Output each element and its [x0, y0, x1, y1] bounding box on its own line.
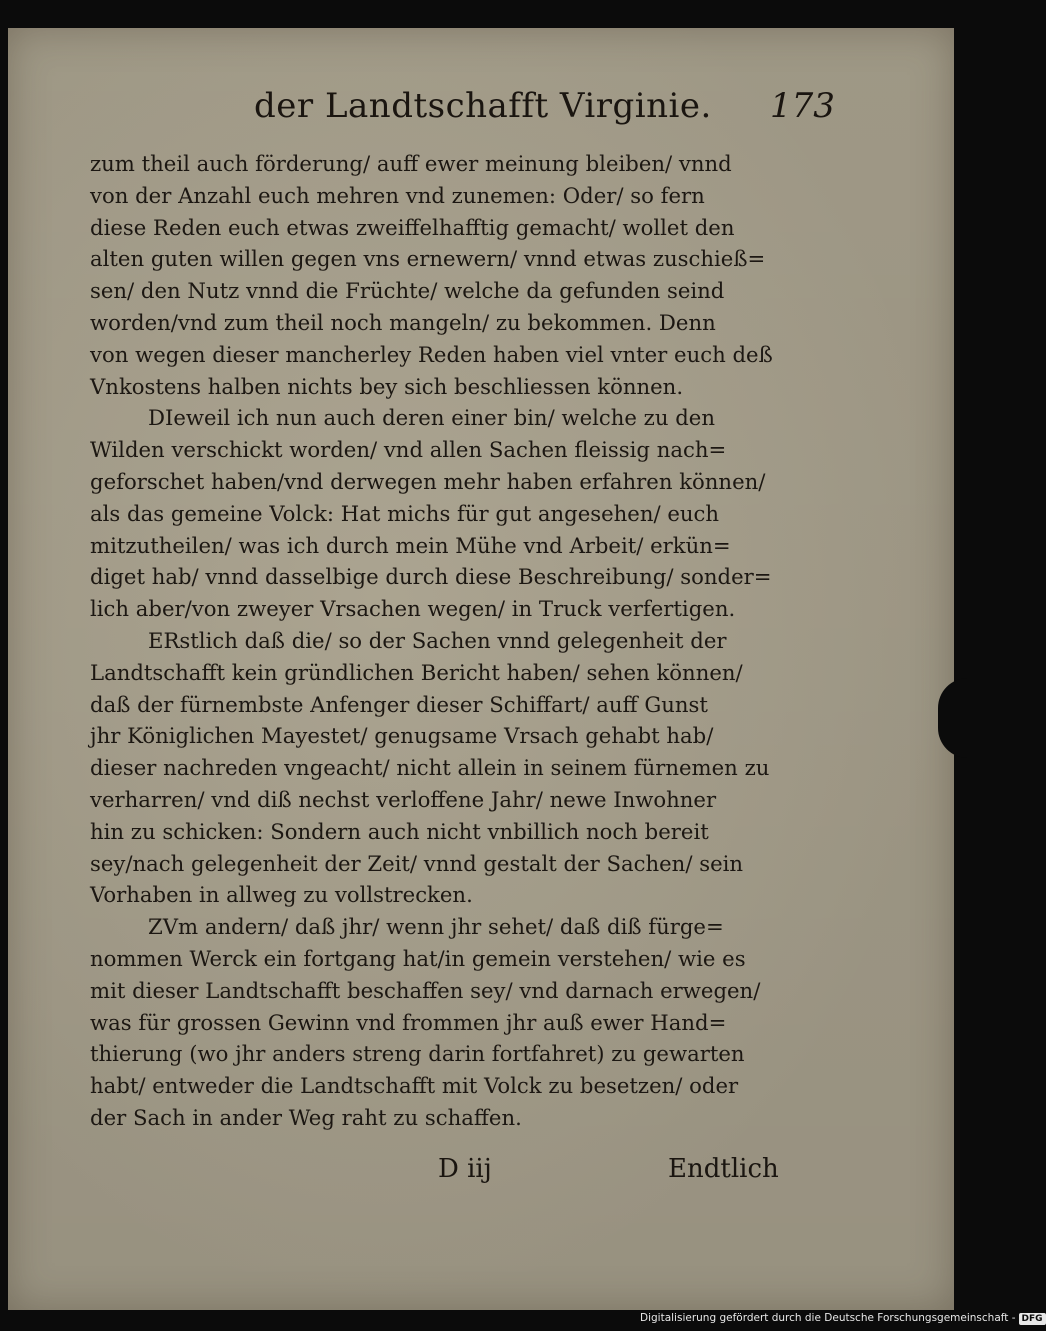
- text-line: diget hab/ vnnd dasselbige durch diese Beschreibung/ sonder=: [90, 564, 772, 590]
- text-line: hin zu schicken: Sondern auch nicht vnbillich noch bereit: [90, 818, 709, 844]
- text-line: sey/nach gelegenheit der Zeit/ vnnd gestalt der Sachen/ sein: [90, 850, 744, 876]
- text-line: von wegen dieser mancherley Reden haben viel vnter euch deß: [90, 341, 773, 367]
- text-line: alten guten willen gegen vns ernewern/ vnnd etwas zuschieß=: [90, 246, 766, 272]
- text-line: mitzutheilen/ was ich durch mein Mühe vnd Arbeit/ erkün=: [90, 532, 731, 558]
- text-line: was für grossen Gewinn vnd frommen jhr auß ewer Hand=: [90, 1009, 727, 1035]
- text-line: von der Anzahl euch mehren vnd zunemen: Oder/ so fern: [90, 182, 705, 208]
- text-line: der Sach in ander Weg raht zu schaffen.: [90, 1104, 522, 1130]
- text-line: zum theil auch förderung/ auff ewer meinung bleiben/ vnnd: [90, 151, 732, 176]
- text-line: jhr Königlichen Mayestet/ genugsame Vrsach gehabt hab/: [90, 723, 714, 749]
- text-line: habt/ entweder die Landtschafft mit Volck zu besetzen/ oder: [90, 1073, 739, 1099]
- credit-text: Digitalisierung gefördert durch die Deutsche Forschungsgemeinschaft -: [640, 1312, 1016, 1324]
- text-line: Wilden verschickt worden/ vnd allen Sachen fleissig nach=: [90, 437, 727, 463]
- text-line: mit dieser Landtschafft beschaffen sey/ vnd darnach erwegen/: [90, 977, 761, 1003]
- digitization-credit: [640, 1312, 1046, 1325]
- page-header: [8, 86, 954, 146]
- catchword: Endtlich: [668, 1154, 779, 1184]
- text-line: worden/vnd zum theil noch mangeln/ zu bekommen. Denn: [90, 309, 716, 335]
- paragraph-start-line: ERstlich daß die/ so der Sachen vnnd gelegenheit der: [148, 627, 727, 653]
- text-line: diese Reden euch etwas zweiffelhafftig gemacht/ wollet den: [90, 214, 735, 240]
- page-edge-tab: [938, 678, 978, 758]
- paragraph-start-line: DIeweil ich nun auch deren einer bin/ welche zu den: [148, 405, 715, 431]
- text-line: Landtschafft kein gründlichen Bericht haben/ sehen können/: [90, 659, 743, 685]
- text-line: geforschet haben/vnd derwegen mehr haben erfahren können/: [90, 468, 766, 494]
- text-line: Vorhaben in allweg zu vollstrecken.: [90, 882, 473, 908]
- page-number: 173: [770, 86, 835, 126]
- text-line: als das gemeine Volck: Hat michs für gut angesehen/ euch: [90, 500, 720, 526]
- text-line: Vnkostens halben nichts bey sich beschliessen können.: [90, 373, 684, 399]
- text-line: verharren/ vnd diß nechst verloffene Jahr/ newe Inwohner: [90, 786, 717, 812]
- body-text: [90, 148, 772, 1134]
- text-line: daß der fürnembste Anfenger dieser Schiffart/ auff Gunst: [90, 691, 708, 717]
- text-line: sen/ den Nutz vnnd die Früchte/ welche da gefunden seind: [90, 278, 725, 304]
- text-line: nommen Werck ein fortgang hat/in gemein verstehen/ wie es: [90, 945, 746, 971]
- running-head: der Landtschafft Virginie.: [254, 86, 712, 126]
- book-page: [8, 28, 954, 1310]
- paragraph-start-line: ZVm andern/ daß jhr/ wenn jhr sehet/ daß diß fürge=: [148, 914, 724, 940]
- text-line: thierung (wo jhr anders streng darin fortfahret) zu gewarten: [90, 1041, 745, 1067]
- text-line: lich aber/von zweyer Vrsachen wegen/ in Truck verfertigen.: [90, 596, 736, 622]
- signature-mark: D iij: [438, 1154, 492, 1184]
- dfg-logo: DFG: [1019, 1313, 1046, 1325]
- text-line: dieser nachreden vngeacht/ nicht allein in seinem fürnemen zu: [90, 755, 770, 781]
